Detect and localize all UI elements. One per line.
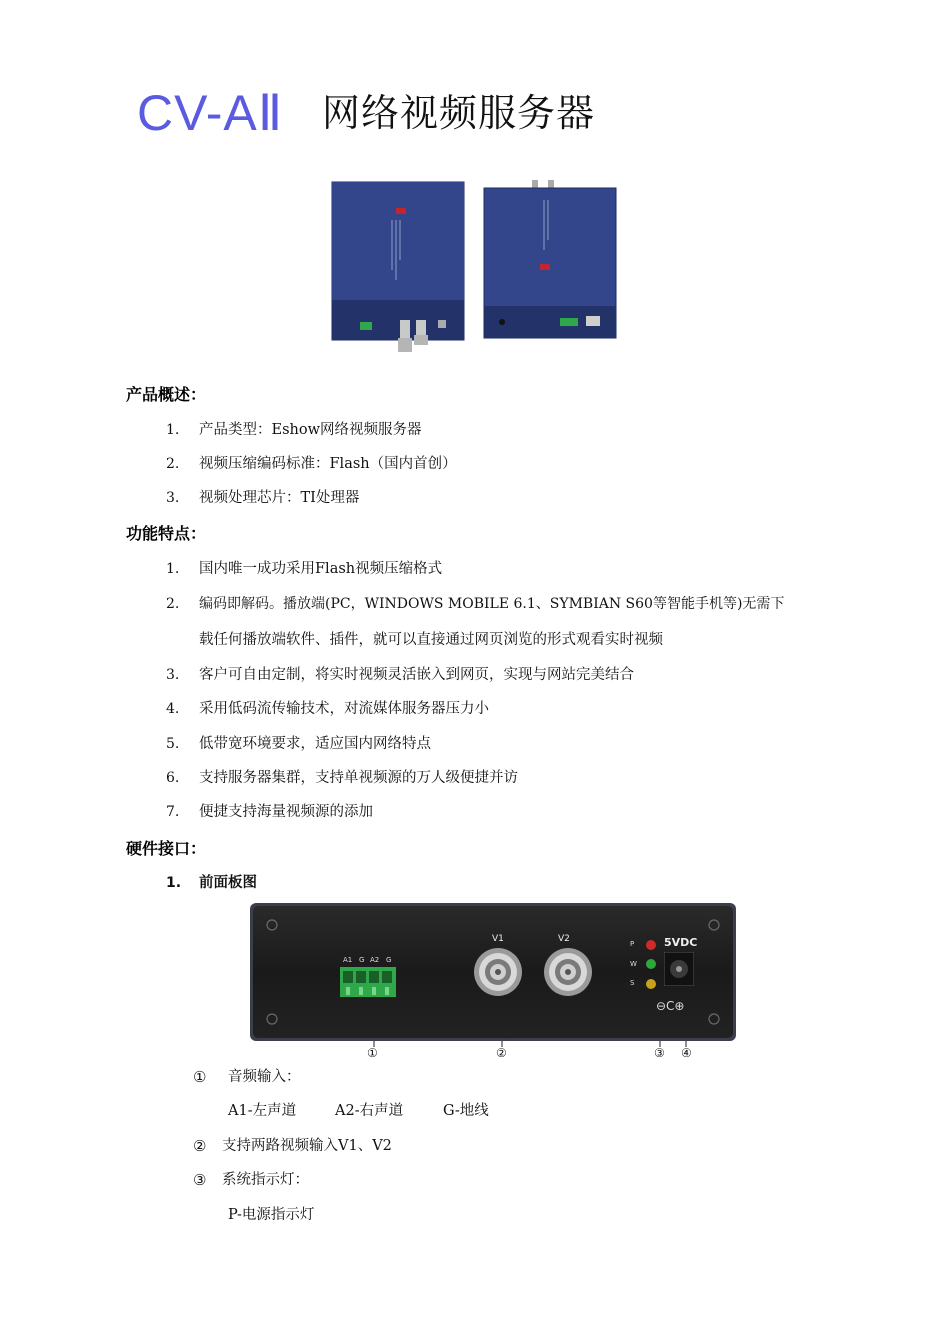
product-photo-front — [330, 180, 466, 354]
audio-label: G — [386, 956, 392, 964]
v2-label: V2 — [558, 934, 570, 944]
audio-label: A1 — [343, 956, 353, 964]
note-text: 支持两路视频输入V1、V2 — [222, 1138, 392, 1154]
list-item: 视频处理芯片：TI处理器 — [199, 490, 360, 506]
callout-2: ② — [496, 1046, 507, 1060]
list-item-number: 1. — [166, 561, 180, 577]
indicator-leds — [644, 938, 658, 992]
list-item: 编码即解码。播放端(PC，WINDOWS MOBILE 6.1、SYMBIAN S60等智能手机等)无需下 — [199, 596, 785, 612]
callout-3: ③ — [654, 1046, 665, 1060]
subsection-title: 前面板图 — [199, 875, 257, 891]
list-item: 采用低码流传输技术，对流媒体服务器压力小 — [199, 701, 489, 717]
led-label: S — [630, 979, 635, 987]
list-item: 国内唯一成功采用Flash视频压缩格式 — [199, 561, 443, 577]
list-item-number: 1. — [166, 422, 180, 438]
subsection-number: 1. — [166, 875, 182, 891]
list-item-number: 5. — [166, 736, 180, 752]
list-item: 产品类型：Eshow网络视频服务器 — [199, 422, 422, 438]
note-mark: ② — [193, 1137, 207, 1155]
note-text: 音频输入： — [228, 1069, 301, 1085]
note-sub-item: A1-左声道 — [228, 1103, 297, 1119]
list-item-number: 3. — [166, 667, 180, 683]
list-item: 视频压缩编码标准：Flash（国内首创） — [199, 456, 457, 472]
list-item-number: 6. — [166, 770, 180, 786]
features-heading: 功能特点： — [126, 524, 207, 543]
overview-heading: 产品概述： — [126, 385, 207, 404]
led-label: P — [630, 940, 635, 948]
list-item-number: 3. — [166, 490, 180, 506]
callout-lines — [360, 1040, 700, 1054]
note-text: 系统指示灯： — [222, 1172, 309, 1188]
callout-1: ① — [367, 1046, 378, 1060]
list-item-number: 4. — [166, 701, 180, 717]
note-sub-item: P-电源指示灯 — [228, 1207, 315, 1223]
power-label: 5VDC — [664, 936, 698, 949]
list-item: 支持服务器集群，支持单视频源的万人级便捷并访 — [199, 770, 518, 786]
callout-4: ④ — [681, 1046, 692, 1060]
list-item: 客户可自由定制，将实时视频灵活嵌入到网页，实现与网站完美结合 — [199, 667, 634, 683]
list-item-number: 2. — [166, 596, 180, 612]
audio-terminal-block — [340, 967, 396, 997]
model-title: CV-AⅡ — [137, 85, 284, 141]
v1-label: V1 — [492, 934, 504, 944]
product-photo-rear — [482, 180, 618, 342]
led-label: W — [630, 960, 637, 968]
polarity-symbol: ⊖C⊕ — [656, 999, 685, 1013]
list-item-number: 2. — [166, 456, 180, 472]
list-item: 便捷支持海量视频源的添加 — [199, 804, 373, 820]
note-mark: ③ — [193, 1171, 207, 1189]
hardware-heading: 硬件接口： — [126, 839, 207, 858]
note-sub-item: G-地线 — [443, 1103, 489, 1119]
list-item-number: 7. — [166, 804, 180, 820]
note-sub-item: A2-右声道 — [335, 1103, 404, 1119]
audio-label: A2 — [370, 956, 380, 964]
list-item: 低带宽环境要求，适应国内网络特点 — [199, 736, 431, 752]
bnc-connector-v1 — [473, 947, 523, 997]
product-title: 网络视频服务器 — [322, 91, 596, 135]
dc-power-jack — [664, 952, 694, 986]
bnc-connector-v2 — [543, 947, 593, 997]
note-mark: ① — [193, 1068, 207, 1086]
list-item-continuation: 载任何播放端软件、插件，就可以直接通过网页浏览的形式观看实时视频 — [199, 632, 663, 648]
audio-label: G — [359, 956, 365, 964]
